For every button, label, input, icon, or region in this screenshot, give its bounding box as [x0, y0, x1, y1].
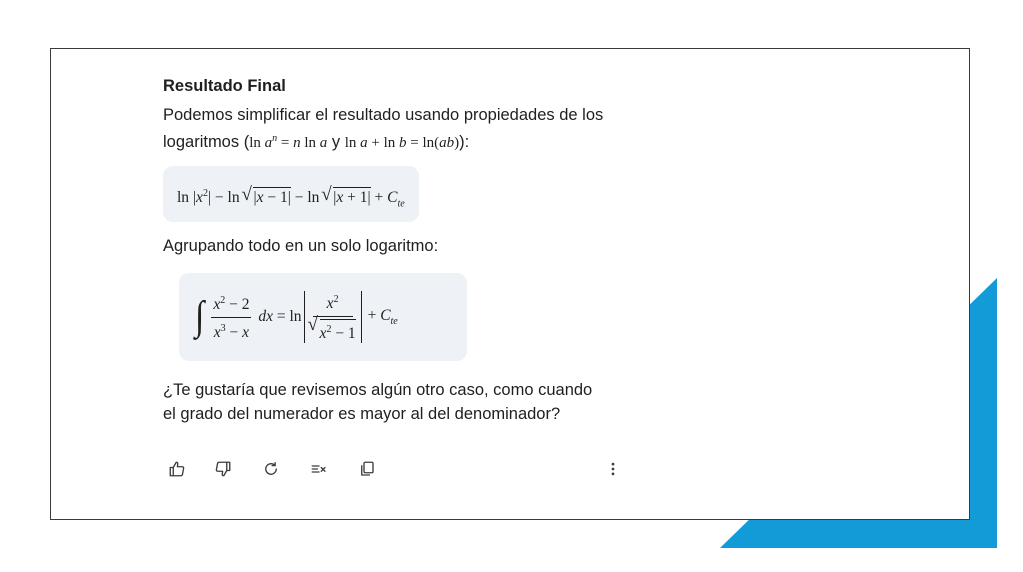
copy-icon: [358, 460, 376, 478]
thumbs-down-button[interactable]: [209, 455, 237, 483]
section-heading: Resultado Final: [163, 77, 286, 95]
response-content: [163, 75, 683, 426]
more-options-button[interactable]: [599, 455, 627, 483]
paragraph-grouping: Agrupando todo en un solo logaritmo:: [163, 237, 439, 255]
response-actions-bar: [163, 455, 623, 485]
regenerate-button[interactable]: [257, 455, 285, 483]
modify-response-button[interactable]: [305, 455, 333, 483]
equation-log-expansion: $\ln |x^2| - \ln$ √ |x − 1| − ln √ $|x + 1| + C_{te}$: [163, 166, 419, 222]
paragraph-followup-question: ¿Te gustaría que revisemos algún otro caso, como cuando el grado del numerador es mayor al del denominador?: [163, 381, 593, 423]
copy-button[interactable]: [353, 455, 381, 483]
regenerate-icon: [262, 460, 280, 478]
inline-math-log-properties: $\ln a^n = n$ ln a: [249, 133, 328, 151]
equation-integral-result: ∫ $\frac{x^2 - 2}{x^3 - x}$ dx = ln $x^2$ √ $x^2 - 1$ + $C_{te}$: [179, 273, 467, 361]
modify-response-icon: [310, 460, 328, 478]
thumbs-down-icon: [214, 460, 232, 478]
response-card: [50, 48, 970, 520]
thumbs-up-icon: [168, 460, 186, 478]
thumbs-up-button[interactable]: [163, 455, 191, 483]
integral-sign: ∫: [195, 294, 205, 339]
more-options-icon: [604, 460, 622, 478]
paragraph-log-properties: Podemos simplificar el resultado usando propiedades de los logaritmos (ln $a^n = n$ ln a y ln a + ln b = ln(ab)):: [163, 106, 604, 151]
